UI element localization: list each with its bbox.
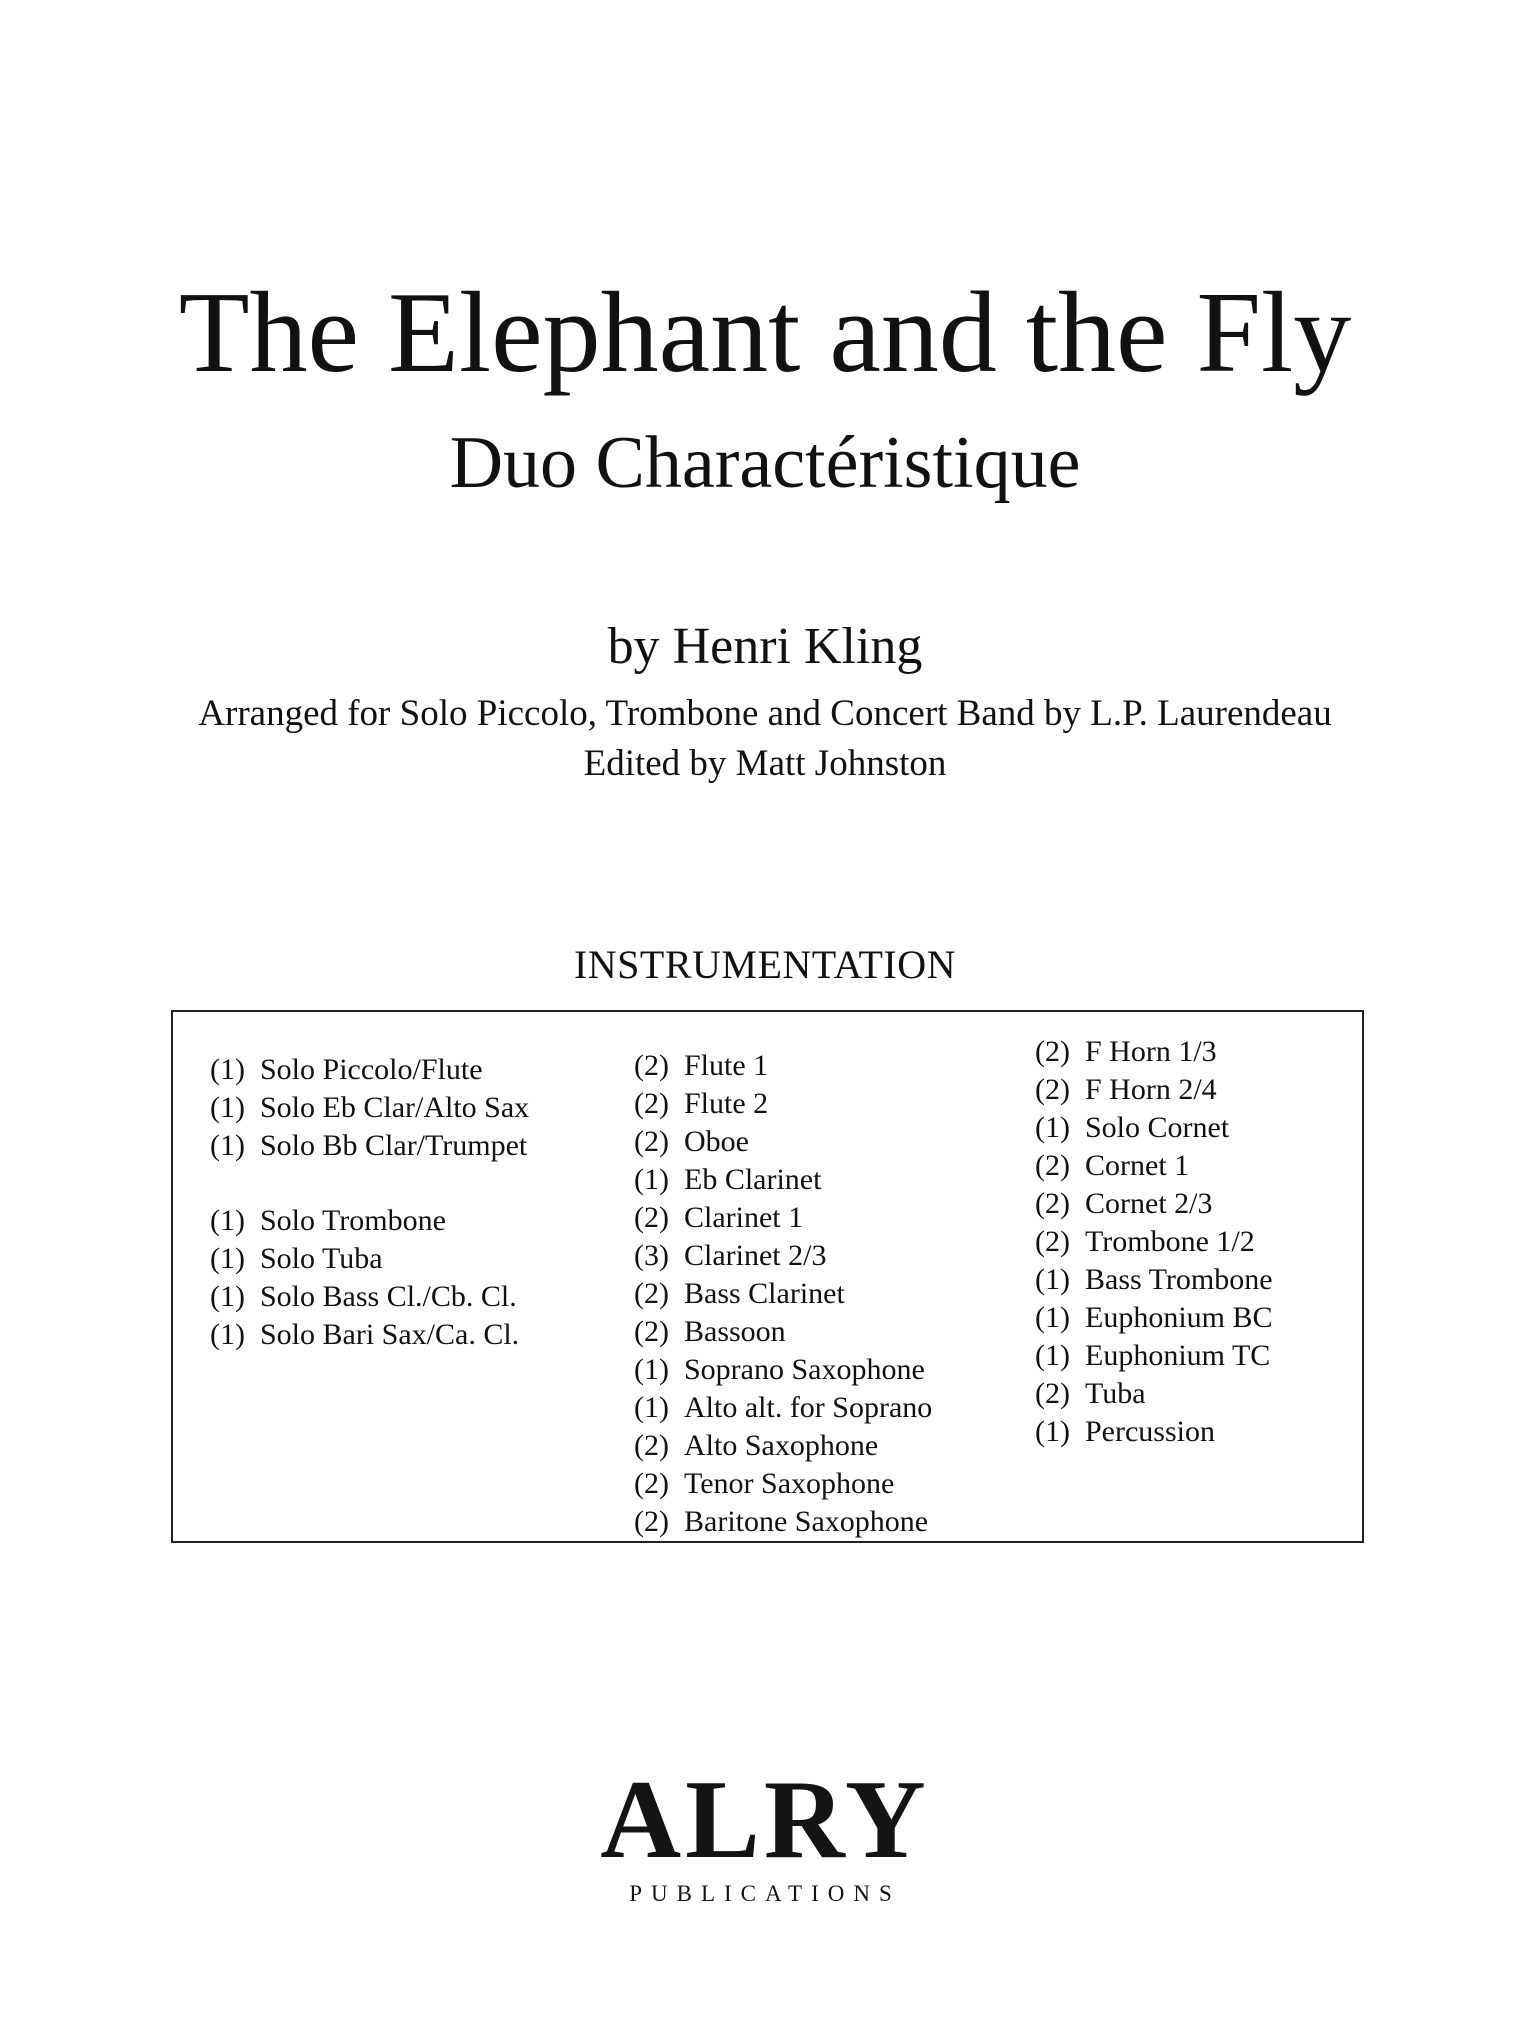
- instrument-count: (2): [634, 1125, 669, 1158]
- instrument-count: (2): [634, 1201, 669, 1234]
- instrument-item: [210, 1203, 446, 1239]
- instrument-count: (2): [1035, 1073, 1070, 1106]
- subtitle: Duo Charactéristique: [449, 422, 1081, 504]
- instrument-item: [1035, 1186, 1213, 1222]
- instrument-count: (1): [1035, 1111, 1070, 1144]
- instrument-item: [210, 1052, 483, 1088]
- composer-credit: by Henri Kling: [607, 618, 923, 675]
- instrument-item: [1035, 1376, 1146, 1412]
- instrument-name: Eb Clarinet: [684, 1163, 822, 1196]
- instrument-count: (1): [634, 1353, 669, 1386]
- instrument-name: Alto alt. for Soprano: [684, 1391, 933, 1424]
- instrument-name: Bass Clarinet: [684, 1277, 845, 1310]
- instrument-count: (2): [634, 1277, 669, 1310]
- instrument-count: (2): [634, 1429, 669, 1462]
- instrument-count: (1): [1035, 1263, 1070, 1296]
- page-title: The Elephant and the Fly: [178, 269, 1352, 397]
- instrument-item: [1035, 1262, 1273, 1298]
- instrument-item: [1035, 1110, 1229, 1146]
- instrument-name: Solo Tuba: [260, 1242, 383, 1275]
- alry-publications-logo: [595, 1700, 935, 1920]
- instrument-name: Solo Bass Cl./Cb. Cl.: [260, 1280, 517, 1313]
- instrument-count: (1): [210, 1129, 245, 1162]
- instrument-item: [210, 1128, 527, 1164]
- instrument-name: Solo Eb Clar/Alto Sax: [260, 1091, 530, 1124]
- instrument-name: Euphonium TC: [1085, 1339, 1271, 1372]
- instrument-item: [634, 1390, 932, 1426]
- instrument-name: F Horn 1/3: [1085, 1035, 1217, 1068]
- instrument-name: Bass Trombone: [1085, 1263, 1273, 1296]
- instrument-count: (2): [1035, 1187, 1070, 1220]
- logo-wordmark: ALRY: [600, 1758, 930, 1882]
- instrument-count: (2): [634, 1087, 669, 1120]
- instrumentation-heading: INSTRUMENTATION: [573, 942, 957, 987]
- instrument-name: Soprano Saxophone: [684, 1353, 925, 1386]
- instrument-name: Oboe: [684, 1125, 749, 1158]
- instrument-count: (1): [1035, 1301, 1070, 1334]
- instrument-name: Baritone Saxophone: [684, 1505, 929, 1538]
- instrument-item: [634, 1352, 925, 1388]
- instrument-count: (1): [634, 1391, 669, 1424]
- instrument-name: Clarinet 2/3: [684, 1239, 827, 1272]
- instrument-count: (2): [634, 1505, 669, 1538]
- instrument-count: (1): [634, 1163, 669, 1196]
- instrument-item: [634, 1276, 845, 1312]
- editor-credit: Edited by Matt Johnston: [583, 743, 947, 784]
- instrument-name: Clarinet 1: [684, 1201, 804, 1234]
- instrument-count: (2): [634, 1467, 669, 1500]
- instrument-item: [1035, 1034, 1217, 1070]
- instrument-item: [634, 1428, 878, 1464]
- instrument-name: Alto Saxophone: [684, 1429, 879, 1462]
- instrument-item: [210, 1090, 529, 1126]
- instrument-count: (1): [210, 1091, 245, 1124]
- instrument-name: F Horn 2/4: [1085, 1073, 1217, 1106]
- instrument-name: Tenor Saxophone: [684, 1467, 895, 1500]
- instrument-item: [634, 1314, 786, 1350]
- instrument-item: [634, 1504, 928, 1540]
- instrument-name: Solo Cornet: [1085, 1111, 1230, 1144]
- instrument-name: Flute 1: [684, 1049, 769, 1082]
- instrument-item: [634, 1466, 894, 1502]
- instrument-name: Euphonium BC: [1085, 1301, 1273, 1334]
- instrument-item: [1035, 1300, 1273, 1336]
- instrument-count: (1): [210, 1318, 245, 1351]
- instrument-name: Bassoon: [684, 1315, 786, 1348]
- instrumentation-box: [171, 1010, 1364, 1543]
- instrument-item: [1035, 1414, 1215, 1450]
- instrument-name: Tuba: [1085, 1377, 1146, 1410]
- instrument-count: (2): [1035, 1225, 1070, 1258]
- instrument-name: Cornet 2/3: [1085, 1187, 1213, 1220]
- instrument-name: Trombone 1/2: [1085, 1225, 1255, 1258]
- instrument-name: Solo Bari Sax/Ca. Cl.: [260, 1318, 520, 1351]
- instrument-item: [1035, 1338, 1270, 1374]
- instrument-name: Flute 2: [684, 1087, 769, 1120]
- instrument-item: [634, 1086, 768, 1122]
- instrument-item: [1035, 1224, 1255, 1260]
- instrument-count: (2): [634, 1049, 669, 1082]
- instrument-item: [1035, 1072, 1217, 1108]
- instrument-count: (1): [210, 1204, 245, 1237]
- instrument-item: [1035, 1148, 1189, 1184]
- instrument-name: Solo Piccolo/Flute: [260, 1053, 483, 1086]
- instrument-item: [634, 1200, 803, 1236]
- instrument-count: (1): [1035, 1339, 1070, 1372]
- instrument-count: (2): [1035, 1377, 1070, 1410]
- instrument-item: [634, 1162, 821, 1198]
- instrument-item: [634, 1048, 768, 1084]
- instrument-name: Percussion: [1085, 1415, 1215, 1448]
- instrument-count: (1): [210, 1053, 245, 1086]
- instrument-name: Solo Trombone: [260, 1204, 446, 1237]
- instrument-item: [634, 1124, 749, 1160]
- instrument-item: [210, 1317, 519, 1353]
- instrument-count: (1): [210, 1280, 245, 1313]
- instrument-item: [210, 1241, 383, 1277]
- instrument-name: Cornet 1: [1085, 1149, 1190, 1182]
- instrument-count: (1): [1035, 1415, 1070, 1448]
- instrument-count: (3): [634, 1239, 669, 1272]
- instrument-count: (1): [210, 1242, 245, 1275]
- instrument-count: (2): [1035, 1149, 1070, 1182]
- arranger-credit: Arranged for Solo Piccolo, Trombone and Concert Band by L.P. Laurendeau: [198, 693, 1332, 734]
- logo-subtext: PUBLICATIONS: [629, 1881, 901, 1906]
- instrument-count: (2): [634, 1315, 669, 1348]
- instrument-name: Solo Bb Clar/Trumpet: [260, 1129, 528, 1162]
- instrument-item: [210, 1279, 517, 1315]
- instrument-item: [634, 1238, 826, 1274]
- instrument-count: (2): [1035, 1035, 1070, 1068]
